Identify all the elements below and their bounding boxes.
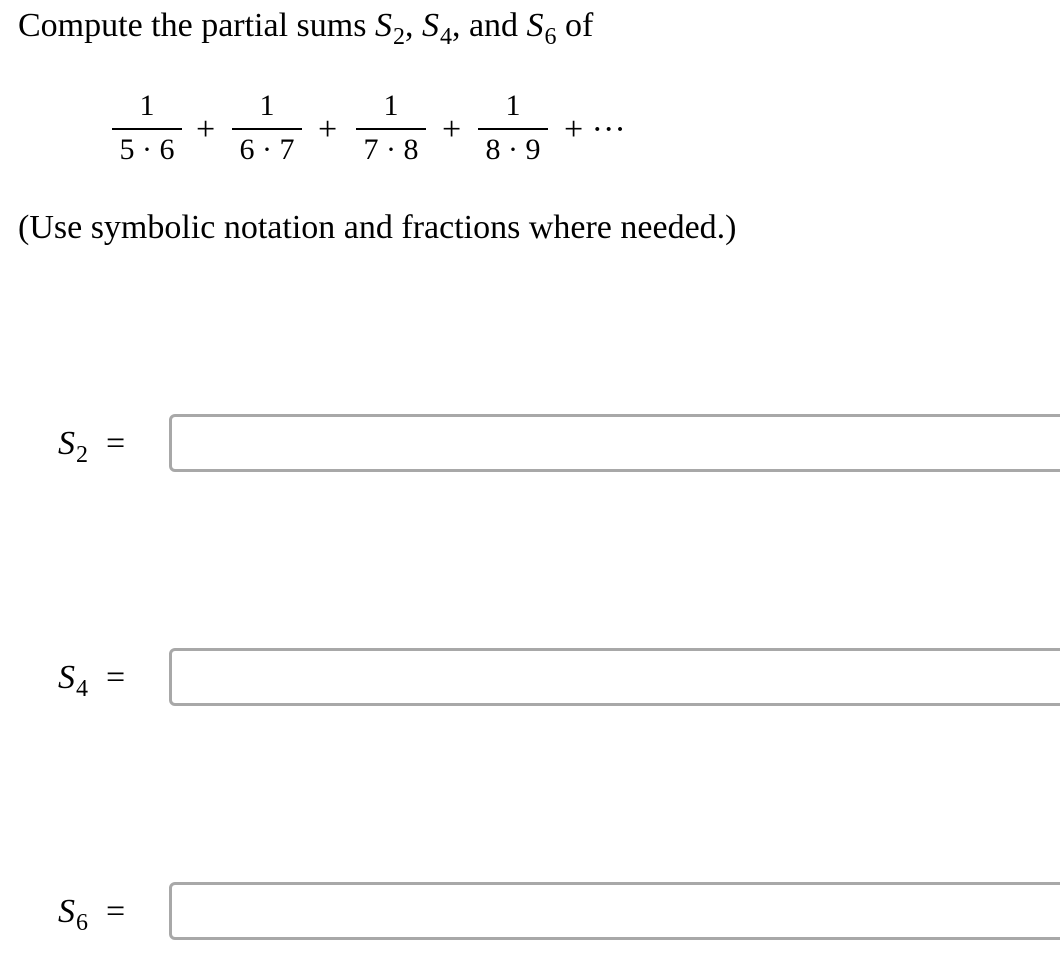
question-prefix: Compute the partial sums	[18, 7, 375, 44]
question-suffix: of	[556, 7, 594, 44]
term-denominator: 6 · 7	[239, 133, 295, 166]
plus-sign: +	[442, 111, 462, 148]
plus-sign: +	[318, 111, 338, 148]
ellipsis-term: + ···	[564, 111, 626, 148]
answer-subscript: 2	[76, 442, 88, 468]
s4-subscript: 4	[439, 24, 452, 50]
term-numerator: 1	[259, 89, 275, 122]
term-denominator: 7 · 8	[363, 133, 419, 166]
answer-row-s4	[0, 648, 1060, 712]
fraction-bar	[232, 128, 302, 130]
s4-symbol: S	[421, 7, 439, 44]
equals-sign: =	[106, 659, 126, 696]
answer-row-s2	[0, 414, 1060, 478]
s2-subscript: 2	[392, 24, 405, 50]
term-numerator: 1	[505, 89, 521, 122]
answer-subscript: 4	[76, 676, 88, 702]
term-denominator: 8 · 9	[485, 133, 541, 166]
s6-answer-input[interactable]	[169, 882, 1060, 940]
term-denominator: 5 · 6	[119, 133, 175, 166]
term-numerator: 1	[139, 89, 155, 122]
answer-subscript: 6	[76, 910, 88, 936]
question-sep2: , and	[451, 7, 527, 44]
s2-answer-input[interactable]	[169, 414, 1060, 472]
s6-subscript: 6	[544, 24, 557, 50]
plus-sign: +	[196, 111, 216, 148]
answer-symbol: S	[58, 425, 75, 462]
question-text	[18, 6, 593, 49]
term-numerator: 1	[383, 89, 399, 122]
equals-sign: =	[106, 425, 126, 462]
fraction-bar	[112, 128, 182, 130]
question-sep1: ,	[404, 7, 422, 44]
s2-symbol: S	[374, 7, 392, 44]
answer-label	[58, 658, 125, 701]
s4-answer-input[interactable]	[169, 648, 1060, 706]
answer-label	[58, 424, 125, 467]
series-term	[232, 88, 302, 168]
fraction-bar	[356, 128, 426, 130]
answer-symbol: S	[58, 659, 75, 696]
equals-sign: =	[106, 893, 126, 930]
s6-symbol: S	[526, 7, 544, 44]
answer-row-s6	[0, 882, 1060, 946]
answer-label	[58, 892, 125, 935]
series-term	[112, 88, 182, 168]
series-term	[356, 88, 426, 168]
series-term	[478, 88, 548, 168]
answer-symbol: S	[58, 893, 75, 930]
fraction-bar	[478, 128, 548, 130]
instruction-note: (Use symbolic notation and fractions where needed.)	[18, 209, 737, 246]
